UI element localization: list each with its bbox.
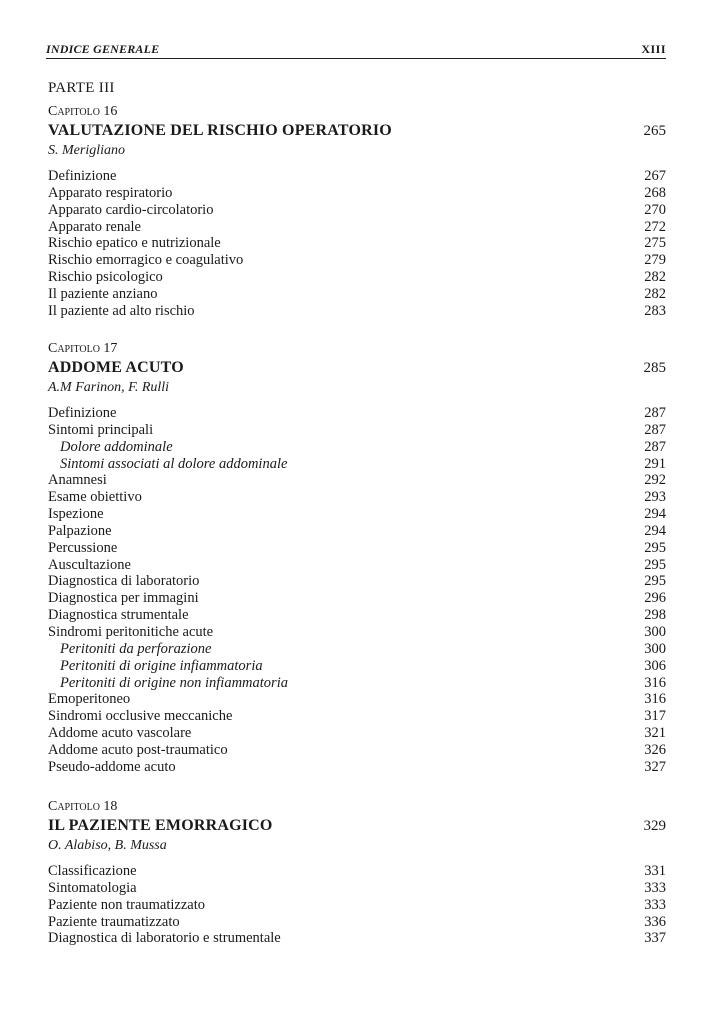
toc-entry-page-number: 333 (644, 896, 666, 913)
toc-entry-page-number: 300 (644, 623, 666, 640)
toc-entry[interactable] (48, 914, 666, 931)
toc-entry-page-number: 316 (644, 691, 666, 708)
toc-entry-title: Rischio epatico e nutrizionale (48, 235, 221, 252)
toc-entry-page-number: 282 (644, 269, 666, 286)
toc-entry-page-number: 337 (644, 930, 666, 947)
toc-entry-title: Il paziente anziano (48, 285, 158, 302)
toc-entry[interactable] (48, 691, 666, 708)
toc-subentry[interactable] (48, 641, 666, 658)
toc-entry-page-number: 283 (644, 302, 666, 319)
toc-entry-title: Il paziente ad alto rischio (48, 302, 195, 319)
chapter-authors: S. Merigliano (48, 143, 125, 158)
toc-entry[interactable] (48, 219, 666, 236)
toc-entry[interactable] (48, 422, 666, 439)
toc-entry-page-number: 275 (644, 235, 666, 252)
toc-entry[interactable] (48, 897, 666, 914)
toc-subentry[interactable] (48, 675, 666, 692)
toc-entry-title: Diagnostica di laboratorio (48, 573, 200, 590)
chapter-block (48, 797, 666, 947)
toc-entry-title: Paziente non traumatizzato (48, 896, 206, 913)
chapter-title: VALUTAZIONE DEL RISCHIO OPERATORIO (48, 122, 392, 139)
toc-entry-title: Diagnostica strumentale (48, 607, 189, 624)
toc-entry-page-number: 295 (644, 539, 666, 556)
toc-entry-page-number: 298 (644, 607, 666, 624)
toc-entry-page-number: 331 (644, 863, 666, 879)
toc-entry-page-number: 316 (644, 674, 666, 691)
chapter-page-number: 329 (643, 818, 666, 834)
toc-entry-title: Addome acuto post-traumatico (48, 741, 228, 758)
toc-entry-title: Diagnostica per immagini (48, 590, 199, 607)
toc-entry-page-number: 306 (644, 657, 666, 674)
toc-entry[interactable] (48, 252, 666, 269)
chapter-block (48, 102, 666, 320)
chapter-page-number: 265 (643, 123, 666, 139)
header-page-number: XIII (641, 42, 666, 56)
toc-entry[interactable] (48, 624, 666, 641)
toc-entry[interactable] (48, 573, 666, 590)
toc-entry[interactable] (48, 269, 666, 286)
toc-entry-title: Paziente traumatizzato (48, 913, 180, 930)
toc-entry-page-number: 287 (644, 438, 666, 455)
toc-subentry[interactable] (48, 456, 666, 473)
toc-entry[interactable] (48, 759, 666, 776)
toc-entry-title: Definizione (48, 168, 117, 184)
toc-entry-page-number: 317 (644, 708, 666, 725)
chapter-title: ADDOME ACUTO (48, 359, 184, 376)
toc-entry-page-number: 287 (644, 405, 666, 421)
toc-entry-page-number: 268 (644, 184, 666, 201)
toc-entry-page-number: 295 (644, 556, 666, 573)
toc-entry-page-number: 287 (644, 421, 666, 438)
toc-entry-title: Peritoniti di origine non infiammatoria (60, 674, 288, 691)
toc-entry[interactable] (48, 168, 666, 185)
toc-entry-title: Dolore addominale (60, 438, 173, 455)
toc-entry-page-number: 336 (644, 913, 666, 930)
toc-entry[interactable] (48, 930, 666, 947)
chapter-title-row[interactable] (48, 358, 666, 378)
toc-entry[interactable] (48, 708, 666, 725)
toc-entry-title: Apparato renale (48, 218, 141, 235)
chapter-authors: O. Alabiso, B. Mussa (48, 838, 167, 853)
toc-entry-page-number: 293 (644, 489, 666, 506)
toc-entry-title: Anamnesi (48, 472, 107, 489)
toc-entry[interactable] (48, 489, 666, 506)
toc-entry-title: Peritoniti da perforazione (60, 640, 212, 657)
toc-entry-title: Addome acuto vascolare (48, 725, 192, 742)
toc-entry[interactable] (48, 863, 666, 880)
toc-entry-title: Apparato respiratorio (48, 184, 173, 201)
toc-entry-page-number: 294 (644, 522, 666, 539)
toc-subentry[interactable] (48, 658, 666, 675)
toc-entry-title: Sindromi peritonitiche acute (48, 623, 214, 640)
toc-entry-page-number: 321 (644, 725, 666, 742)
toc-entry-title: Emoperitoneo (48, 691, 131, 708)
toc-entry-title: Apparato cardio-circolatorio (48, 201, 214, 218)
toc-entry-title: Sintomi associati al dolore addominale (60, 455, 288, 472)
toc-entry-title: Rischio emorragico e coagulativo (48, 252, 244, 269)
chapter-label: Capitolo 18 (48, 799, 118, 814)
toc-entry-title: Definizione (48, 405, 117, 421)
toc-entry[interactable] (48, 523, 666, 540)
toc-entry-page-number: 292 (644, 472, 666, 489)
running-header (46, 40, 666, 59)
toc-entry-page-number: 296 (644, 590, 666, 607)
toc-entry-title: Auscultazione (48, 556, 131, 573)
toc-entry-page-number: 272 (644, 218, 666, 235)
toc-entry[interactable] (48, 235, 666, 252)
toc-entry[interactable] (48, 405, 666, 422)
chapter-block (48, 339, 666, 776)
toc-entry[interactable] (48, 557, 666, 574)
toc-entry[interactable] (48, 472, 666, 489)
toc-entry-title: Pseudo-addome acuto (48, 758, 176, 775)
toc-entry-title: Ispezione (48, 506, 104, 523)
chapter-authors: A.M Farinon, F. Rulli (48, 380, 170, 395)
chapter-title-row[interactable] (48, 121, 666, 141)
toc-entry-page-number: 270 (644, 201, 666, 218)
toc-entry-title: Sintomatologia (48, 879, 137, 896)
toc-entry-page-number: 267 (644, 168, 666, 184)
toc-entry-title: Sintomi principali (48, 421, 154, 438)
chapter-label: Capitolo 16 (48, 104, 118, 119)
part-heading: PARTE III (48, 80, 115, 96)
toc-entry-page-number: 300 (644, 640, 666, 657)
toc-entry-title: Classificazione (48, 863, 137, 879)
toc-entry[interactable] (48, 742, 666, 759)
header-title: INDICE GENERALE (46, 42, 160, 56)
toc-entry-page-number: 279 (644, 252, 666, 269)
toc-subentry[interactable] (48, 439, 666, 456)
toc-entry-title: Sindromi occlusive meccaniche (48, 708, 233, 725)
toc-entry[interactable] (48, 607, 666, 624)
toc-entry-title: Percussione (48, 539, 118, 556)
toc-entry[interactable] (48, 725, 666, 742)
toc-entry[interactable] (48, 506, 666, 523)
toc-entry-page-number: 294 (644, 506, 666, 523)
chapter-title-row[interactable] (48, 816, 666, 836)
toc-entry[interactable] (48, 202, 666, 219)
toc-entry-page-number: 327 (644, 758, 666, 775)
toc-entry-title: Diagnostica di laboratorio e strumentale (48, 930, 281, 947)
toc-entry[interactable] (48, 540, 666, 557)
toc-entry-page-number: 333 (644, 879, 666, 896)
chapter-page-number: 285 (643, 360, 666, 376)
toc-entry-page-number: 326 (644, 741, 666, 758)
toc-entry-title: Palpazione (48, 522, 112, 539)
toc-entry[interactable] (48, 590, 666, 607)
toc-entry-title: Peritoniti di origine infiammatoria (60, 657, 263, 674)
toc-entry[interactable] (48, 303, 666, 320)
toc-entry-page-number: 291 (644, 455, 666, 472)
chapter-label: Capitolo 17 (48, 341, 118, 356)
toc-entry[interactable] (48, 286, 666, 303)
toc-entry[interactable] (48, 880, 666, 897)
chapter-title: IL PAZIENTE EMORRAGICO (48, 817, 273, 834)
toc-entry-title: Rischio psicologico (48, 269, 163, 286)
toc-entry-page-number: 295 (644, 573, 666, 590)
toc-entry-title: Esame obiettivo (48, 489, 142, 506)
toc-entry[interactable] (48, 185, 666, 202)
toc-entry-page-number: 282 (644, 285, 666, 302)
